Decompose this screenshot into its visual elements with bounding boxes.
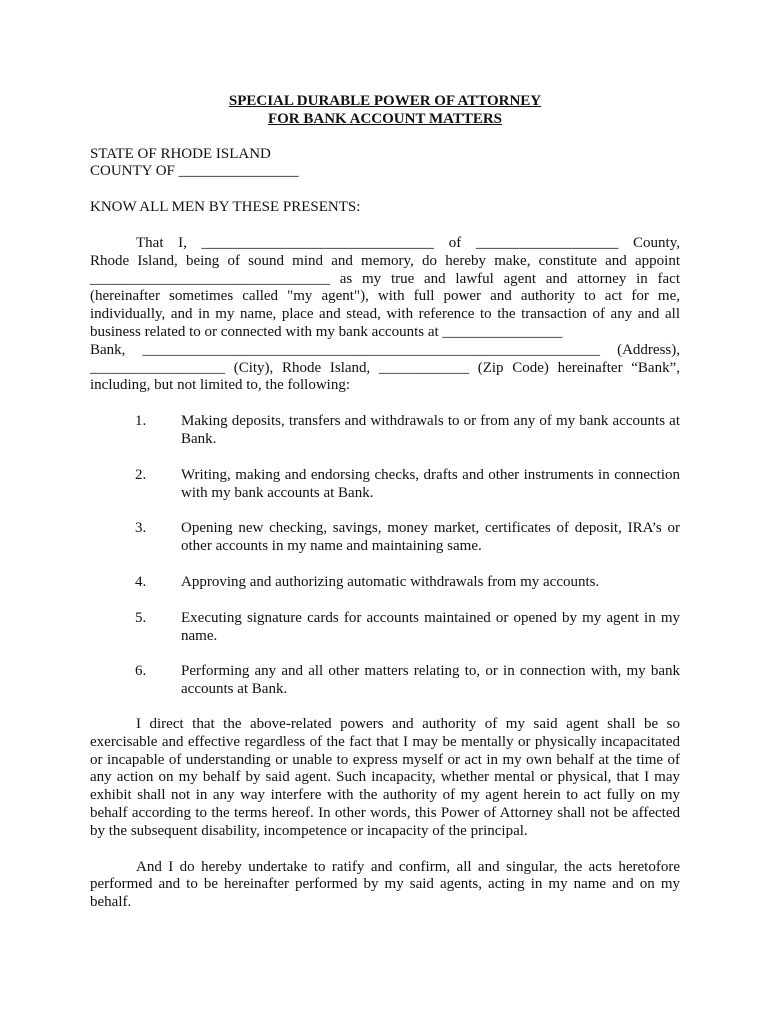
intro-line: Bank, _____________________________________________________________ (Address),: [90, 341, 680, 358]
list-item: [90, 574, 680, 592]
list-item-text: Writing, making and endorsing checks, drafts and other instruments in connection with my bank accounts at Bank.: [181, 466, 680, 501]
state-line: STATE OF RHODE ISLAND: [90, 145, 271, 162]
list-item: [90, 467, 680, 503]
list-item-number: 5.: [135, 609, 147, 626]
list-item-text: Approving and authorizing automatic withdrawals from my accounts.: [181, 573, 600, 590]
intro-line: Rhode Island, being of sound mind and memory, do hereby make, constitute and appoint: [90, 252, 680, 269]
intro-line: business related to or connected with my bank accounts at ________________: [90, 323, 563, 340]
intro-paragraph: [90, 235, 680, 395]
list-item-text: Executing signature cards for accounts maintained or opened by my agent in my name.: [181, 609, 680, 644]
document-page: [90, 93, 680, 912]
intro-line: __________________ (City), Rhode Island, ____________ (Zip Code) hereinafter “Bank”,: [90, 359, 680, 376]
intro-line: including, but not limited to, the following:: [90, 377, 350, 394]
list-item-number: 6.: [135, 663, 147, 680]
direct-paragraph: I direct that the above-related powers and authority of my said agent shall be so exercisable and effective regardless of the fact that I may be mentally or physically incapacitated or incapable of understanding or unable to express myself or act in my own behalf at the time of any action on my behalf by said agent. Such incapacity, whether mental or physical, that I may exhibit shall not in any way interfere with the authority of my agent herein to act fully on my behalf according to the terms hereof. In other words, this Power of Attorney shall not be affected by the subsequent disability, incompetence or incapacity of the principal.: [90, 715, 680, 839]
list-item: [90, 413, 680, 449]
county-line: COUNTY OF ________________: [90, 163, 299, 180]
title-line-1: SPECIAL DURABLE POWER OF ATTORNEY: [228, 93, 542, 109]
intro-line: That I, _______________________________ of ___________________ County,: [136, 234, 680, 251]
intro-line: individually, and in my name, place and stead, with reference to the transaction of any and all: [90, 306, 680, 323]
document-title: [90, 93, 680, 129]
list-item: [90, 520, 680, 556]
venue-block: [90, 146, 680, 182]
title-line-2: FOR BANK ACCOUNT MATTERS: [267, 110, 503, 127]
powers-list: [90, 413, 680, 699]
ratify-paragraph: And I do hereby undertake to ratify and confirm, all and singular, the acts heretofore performed and to be hereinafter performed by my said agents, acting in my name and on my behalf.: [90, 858, 680, 911]
list-item: [90, 663, 680, 699]
know-all-line: KNOW ALL MEN BY THESE PRESENTS:: [90, 199, 361, 216]
list-item-number: 4.: [135, 573, 147, 590]
list-item-number: 2.: [135, 466, 147, 483]
intro-line: ________________________________ as my true and lawful agent and attorney in fact: [90, 270, 680, 287]
list-item-number: 1.: [135, 413, 147, 430]
list-item-text: Making deposits, transfers and withdrawals to or from any of my bank accounts at Bank.: [181, 413, 680, 447]
list-item-number: 3.: [135, 520, 147, 537]
list-item-text: Performing any and all other matters relating to, or in connection with, my bank accounts at Bank.: [181, 663, 680, 698]
list-item: [90, 610, 680, 646]
list-item-text: Opening new checking, savings, money market, certificates of deposit, IRA’s or other accounts in my name and maintaining same.: [181, 520, 680, 555]
intro-line: (hereinafter sometimes called "my agent"), with full power and authority to act for me,: [90, 288, 680, 305]
